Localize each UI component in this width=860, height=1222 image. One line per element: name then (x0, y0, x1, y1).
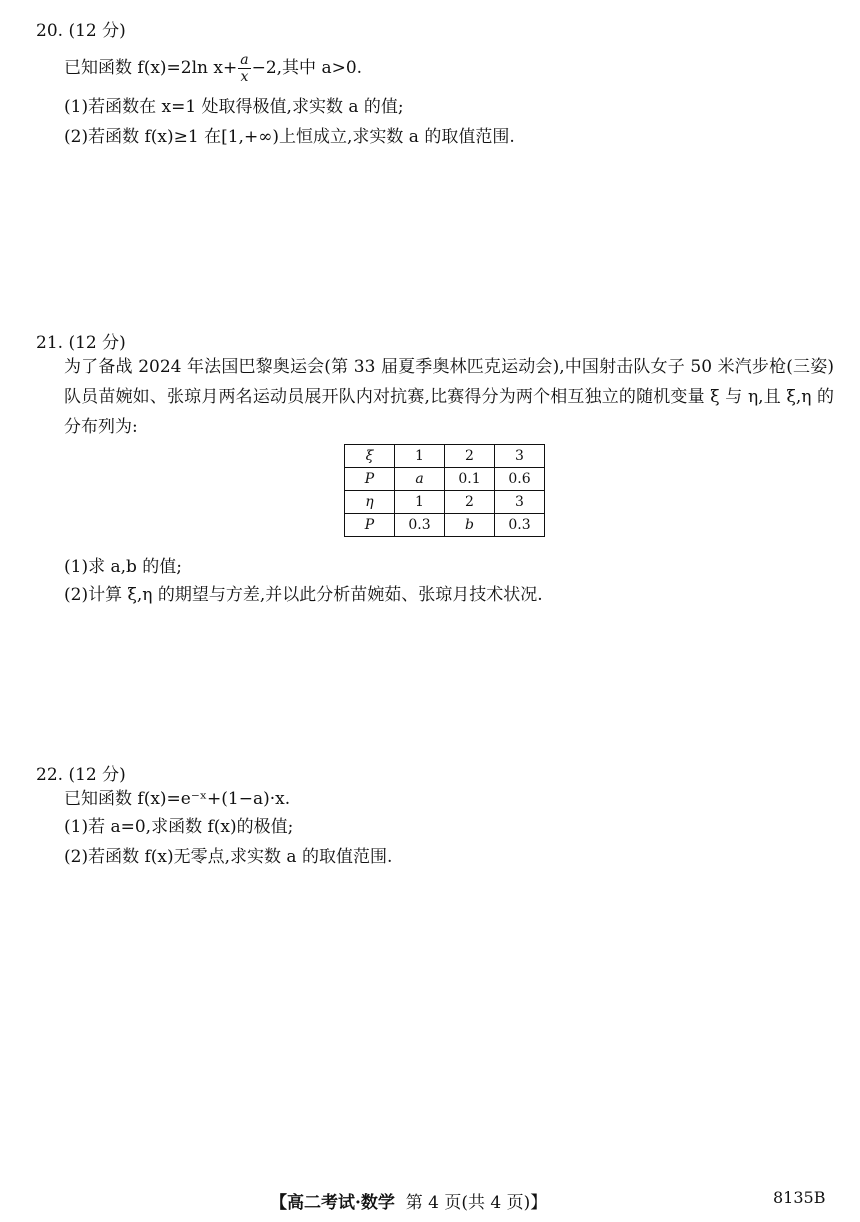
q20-frac-numerator: a (240, 52, 249, 68)
distribution-table (344, 444, 545, 537)
q20-fraction (238, 52, 250, 85)
q21-part1: (1)求 a,b 的值; (64, 557, 183, 577)
table-cell: 3 (495, 445, 545, 468)
q21-header: 21. (12 分) (36, 333, 126, 353)
q20-header: 20. (12 分) (36, 21, 126, 41)
q22-part1: (1)若 a=0,求函数 f(x)的极值; (64, 817, 294, 837)
q22-stem: 已知函数 f(x)=e⁻ˣ+(1−a)·x. (64, 789, 291, 809)
table-row (345, 514, 545, 537)
table-cell: 2 (445, 491, 495, 514)
table-cell: 0.3 (395, 514, 445, 537)
paper-code: 8135B (773, 1188, 826, 1207)
table-cell: 0.1 (445, 468, 495, 491)
footer-exam-label: 【高二考试·数学 (270, 1193, 395, 1213)
table-cell: ξ (345, 445, 395, 468)
table-row (345, 491, 545, 514)
q21-part2: (2)计算 ξ,η 的期望与方差,并以此分析苗婉茹、张琼月技术状况. (64, 585, 543, 605)
q22-part2: (2)若函数 f(x)无零点,求实数 a 的取值范围. (64, 847, 393, 867)
table-cell: 3 (495, 491, 545, 514)
q20-stem (64, 52, 362, 85)
table-row (345, 445, 545, 468)
table-cell: 2 (445, 445, 495, 468)
table-cell: 1 (395, 491, 445, 514)
table-cell: 0.3 (495, 514, 545, 537)
q22-header: 22. (12 分) (36, 765, 126, 785)
q20-part1: (1)若函数在 x=1 处取得极值,求实数 a 的值; (64, 97, 404, 117)
table-cell: 0.6 (495, 468, 545, 491)
table-cell: b (445, 514, 495, 537)
table-cell: 1 (395, 445, 445, 468)
table-cell: a (395, 468, 445, 491)
table-cell: η (345, 491, 395, 514)
q20-stem-pre: 已知函数 f(x)=2ln x+ (64, 58, 238, 78)
table-row (345, 468, 545, 491)
footer-page-number: 第 4 页(共 4 页)】 (405, 1193, 548, 1213)
q21-stem: 为了备战 2024 年法国巴黎奥运会(第 33 届夏季奥林匹克运动会),中国射击队女子 50 米汽步枪(三姿)队员苗婉如、张琼月两名运动员展开队内对抗赛,比赛得分为两个相互独立的随机变量 ξ 与 η,且 ξ,η 的分布列为: (64, 357, 834, 437)
q20-part2: (2)若函数 f(x)≥1 在[1,+∞)上恒成立,求实数 a 的取值范围. (64, 127, 515, 147)
q20-frac-denominator: x (240, 69, 249, 85)
table-cell: P (345, 514, 395, 537)
q20-stem-post: −2,其中 a>0. (251, 58, 363, 78)
table-cell: P (345, 468, 395, 491)
page-footer (270, 1188, 547, 1213)
